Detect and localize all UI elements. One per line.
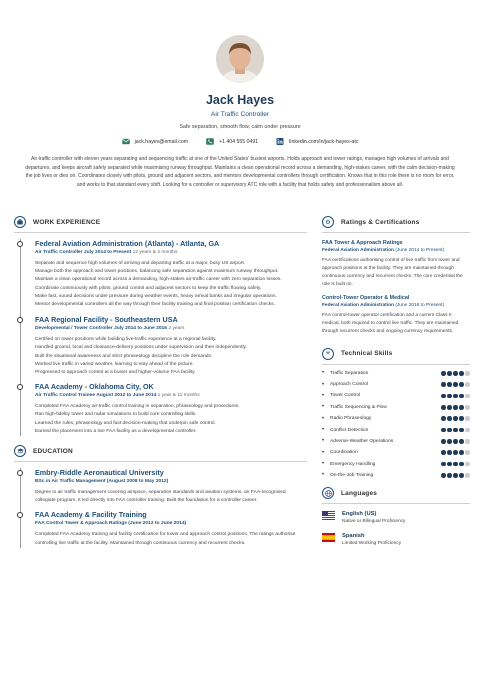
section-title: EDUCATION [33,447,73,455]
skill-level-dot [459,450,464,455]
skill-level-dot [459,371,464,376]
bullet-icon: • [322,461,325,468]
entry-bullets: Completed FAA Academy air-traffic control training in separation, phraseology and procedures. Ran high-fidelity tower and radar simulations to build core controlling skills. Learned the rules, phraseology and fast decision-making that underpin safe control. Earned the placement into a live FAA facility as a developmental controller. [35,404,240,434]
skill-row [322,402,470,413]
gear-icon: ⚙ [322,216,334,228]
bullet-icon: • [322,427,325,433]
rating-issuer: Federal Aviation Administration (June 2014 to Present) [322,248,445,253]
skill-level-dot [441,382,446,387]
skill-level-dot [447,416,452,421]
us-flag-icon [322,511,335,520]
section-divider [322,503,470,504]
skill-name: On-the-Job Training [330,472,374,478]
skill-level-dot [441,416,446,421]
skill-name: Adverse-Weather Operations [330,438,394,444]
skill-level-dot [459,439,464,444]
skill-level [441,428,470,433]
skill-level-dot [465,416,470,421]
atom-icon: ✳ [322,348,334,360]
skill-level [441,394,470,399]
contact-email[interactable] [122,138,188,145]
rating-description: FAA certifications authorising control of live traffic from tower and approach positions at the facility. They are maintained through continuous currency and recurrent checks. The core credential the role is built on. [322,257,463,288]
rating-item [322,294,470,336]
skill-level [441,450,470,455]
entry-description: Completed FAA Academy training and facility certification for tower and approach control positions. The ratings authorise controlling live traffic at the facility. Maintained through continuous currency and recurrent checks. [35,532,296,546]
skill-level-dot [459,394,464,399]
bullet-icon: • [322,404,325,411]
section-divider [14,461,307,462]
skill-level-dot [453,405,458,410]
skill-level-dot [453,450,458,455]
contact-linkedin[interactable] [276,138,358,145]
skill-level-dot [453,371,458,376]
skill-level [441,382,470,387]
entry-subtitle: FAA Control Tower & Approach Ratings (June 2012 to June 2014) [35,521,187,527]
skill-level-dot [441,428,446,433]
work-experience-section [14,216,307,436]
entry-subtitle: BSc in Air Traffic Management (August 2008 to May 2012) [35,479,169,485]
skills-section [322,348,470,481]
skill-level-dot [465,439,470,444]
phone-text: +1 404 555 0491 [219,138,259,145]
skill-row [322,470,470,481]
skill-level-dot [459,462,464,467]
globe-icon [322,487,334,499]
experience-entry [35,239,307,309]
skill-level-dot [441,439,446,444]
linkedin-text: linkedin.com/in/jack-hayes-atc [289,138,359,145]
education-section [14,445,307,548]
skill-level-dot [447,382,452,387]
tagline: Safe separation, smooth flow, calm under pressure [179,124,301,130]
skill-level-dot [465,371,470,376]
entry-title: Federal Aviation Administration (Atlanta) - Atlanta, GA [35,239,220,248]
bullet-icon: • [322,415,325,422]
skill-level [441,371,470,376]
skill-level-dot [441,462,446,467]
skill-level-dot [459,473,464,478]
skill-level-dot [465,405,470,410]
entry-title: Embry-Riddle Aeronautical University [35,468,164,478]
education-entry [35,510,307,547]
skill-row [322,413,470,424]
section-title: Technical Skills [341,350,393,358]
skill-level-dot [447,462,452,467]
timeline-dot [17,241,23,247]
skill-level [441,462,470,467]
skill-name: Tower Control [330,393,361,399]
education-entry [35,468,307,505]
rating-title: Control-Tower Operator & Medical [322,295,410,302]
language-item [322,510,470,526]
skill-level [441,405,470,410]
entry-subtitle: Air Traffic Controller July 2014 to Present 12 years & 2 months [35,250,178,255]
email-text: jack.hayes@email.com [134,138,189,145]
profile-summary: Air traffic controller with eleven years separating and sequencing traffic at one of the United States' busiest airports. Holds approach and tower ratings, manages high volumes of arrivals and departures, and keeps aircraft safely separated while maximising runway throughput. Maintains a clean operational record across a demanding, high-stakes career, with the calm decision-making the job lives or dies on. Coordinates closely with pilots, ground and adjacent sectors, and mentors developmental controllers through certification. Knows that in this role there is no room for error, and works to that standard every shift. Looking for a controller or supervisory ATC role with a facility that holds safety and professionalism above all. [25,156,455,188]
entry-title: FAA Regional Facility - Southeastern USA [35,315,178,325]
skill-name: Coordination [330,450,358,456]
skill-row [322,424,470,435]
bullet-icon: • [322,438,325,445]
entry-subtitle: Air Traffic Control Trainee August 2012 to June 2014 1 year & 11 months [35,393,200,399]
rating-issuer: Federal Aviation Administration (June 2016 to Present) [322,303,445,309]
job-title: Air Traffic Controller [210,111,270,118]
section-divider [322,232,470,233]
language-item [322,532,470,548]
skill-level-dot [465,450,470,455]
experience-timeline [14,239,307,436]
left-column [14,216,307,548]
right-column [322,216,470,548]
skill-level-dot [453,382,458,387]
graduation-cap-icon [14,445,26,457]
bullet-icon: • [322,392,325,399]
skill-level-dot [465,428,470,433]
bullet-icon: • [322,449,325,456]
skill-row [322,447,470,458]
skill-level-dot [453,439,458,444]
languages-section [322,487,470,548]
language-level: Native or Bilingual Proficiency [342,519,406,525]
candidate-name: Jack Hayes [205,93,275,107]
skill-name: Approach Control [330,382,369,388]
phone-icon [206,138,214,145]
experience-entry [35,382,307,436]
entry-bullets: Separate and sequence high volumes of arriving and departing traffic at a major, busy US airport. Manage both the approach and tower positions, balancing safe separation against maximum runway throughput. Maintain a clean operational record across a demanding, high-stakes air-traffic career with zero separation losses. Coordinate continuously with pilots, ground control and adjacent sectors to keep the traffic flowing safely. Make fast, sound decisions under pressure during weather events, heavy arrival banks and irregular operations. Mentor developmental controllers all the way through their facility training and final position certification checks. [35,261,282,308]
skill-name: Traffic Sequencing & Flow [330,404,387,410]
skill-level-dot [447,428,452,433]
skill-level [441,416,470,421]
skill-level-dot [465,462,470,467]
skill-name: Traffic Separation [330,370,369,376]
es-flag-icon [322,533,335,542]
skill-level-dot [453,473,458,478]
skill-level-dot [447,371,452,376]
section-divider [14,232,307,233]
contact-phone[interactable] [206,138,258,145]
entry-description: Degree in air traffic management covering airspace, separation standards and aviation systems, an FAA-recognised collegiate program. It led directly into FAA controller training. Built the foundation for a controller career. [35,490,286,504]
skill-level-dot [459,405,464,410]
linkedin-icon [276,138,284,145]
bullet-icon: • [322,370,325,377]
bullet-icon: • [322,381,325,388]
skills-list [322,368,470,481]
section-divider [322,364,470,365]
section-title: Ratings & Certifications [341,218,420,226]
skill-name: Conflict Detection [330,427,369,433]
skill-level [441,473,470,478]
timeline-dot [17,317,23,323]
experience-entry [35,315,307,377]
skill-name: Emergency Handling [330,461,376,467]
skill-level-dot [465,394,470,399]
skill-level-dot [441,405,446,410]
skill-row [322,368,470,379]
timeline-dot [17,470,23,476]
briefcase-icon [14,216,26,228]
skill-row [322,390,470,401]
skill-level-dot [447,473,452,478]
skill-name: Radio Phraseology [330,416,372,422]
rating-item [322,239,470,289]
skill-row [322,458,470,469]
skill-level-dot [441,473,446,478]
rating-description: FAA control-tower operator certification and a current Class II medical, both required to control live traffic. They are maintained through recurrent checks and ongoing currency requirements. [322,313,459,335]
skill-level-dot [447,450,452,455]
timeline-dot [17,384,23,390]
ratings-section [322,216,470,337]
profile-photo [216,35,264,83]
skill-level-dot [459,416,464,421]
language-name: English (US) [342,511,377,518]
contact-bar [0,138,480,145]
timeline-dot [17,512,23,518]
skill-level-dot [453,394,458,399]
skill-level-dot [465,473,470,478]
section-title: Languages [341,489,378,497]
skill-level-dot [441,394,446,399]
skill-row [322,436,470,447]
education-timeline [14,468,307,548]
rating-title: FAA Tower & Approach Ratings [322,240,403,246]
skill-level-dot [459,382,464,387]
entry-subtitle: Developmental / Tower Controller July 2014 to June 2016 2 years [35,326,185,332]
language-level: Limited Working Proficiency [342,541,402,547]
section-title: WORK EXPERIENCE [33,218,101,226]
skill-level-dot [441,371,446,376]
skill-level-dot [447,405,452,410]
entry-bullets: Certified on tower positions while building live-traffic experience at a regional facility. Handled ground, local and clearance-delivery positions under supervision and then independently. Built the situational awareness and strict phraseology discipline the role demands. Worked live traffic in varied weather, learning to stay ahead of the picture. Progressed to approach control at a busier and higher-volume FAA facility. [35,337,247,376]
skill-level-dot [441,450,446,455]
language-name: Spanish [342,533,365,540]
email-icon [122,138,130,145]
skill-level [441,439,470,444]
bullet-icon: • [322,472,325,479]
skill-level-dot [453,416,458,421]
skill-row [322,379,470,390]
skill-level-dot [447,439,452,444]
skill-level-dot [453,462,458,467]
entry-title: FAA Academy - Oklahoma City, OK [35,382,154,392]
skill-level-dot [459,428,464,433]
skill-level-dot [465,382,470,387]
skill-level-dot [453,428,458,433]
entry-title: FAA Academy & Facility Training [35,510,147,520]
skill-level-dot [447,394,452,399]
